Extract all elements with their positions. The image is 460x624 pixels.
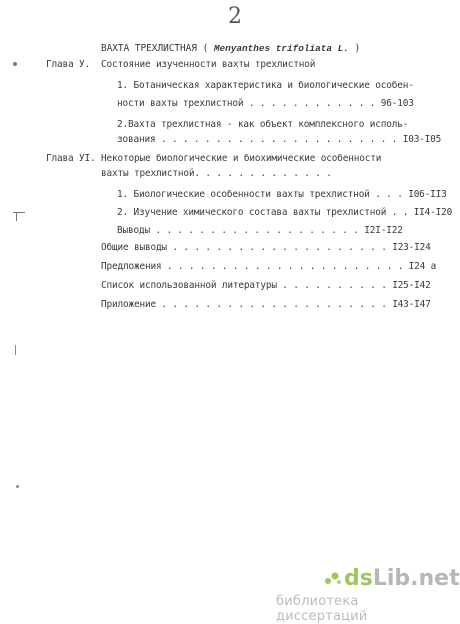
toc-entry: Общие выводы . . . . . . . . . . . . . . . . . . . . I23-I24 xyxy=(101,242,431,253)
toc-entry: Состояние изученности вахты трехлистной xyxy=(101,59,316,70)
toc-entry: 1. Ботаническая характеристика и биологические особен- xyxy=(117,80,414,91)
watermark-logo: dsLib.net xyxy=(344,566,460,591)
title-plain: ВАХТА ТРЕХЛИСТНАЯ ( xyxy=(101,43,209,54)
title-latin: Menyanthes trifoliata L. xyxy=(213,43,349,54)
document-title xyxy=(101,43,360,54)
toc-entry: 2.Вахта трехлистная - как объект комплексного исполь- xyxy=(117,119,409,130)
watermark-subtitle: библиотека диссертаций xyxy=(276,594,368,624)
toc-entry: 2. Изучение химического состава вахты трехлистной . . II4-I20 xyxy=(117,207,453,218)
chapter-6-label: Глава УI. xyxy=(46,153,96,164)
toc-entry: Список использованной литературы . . . . . . . . . . I25-I42 xyxy=(101,280,431,291)
scan-mark xyxy=(13,212,25,213)
toc-entry: 1. Биологические особенности вахты трехлистной . . . I06-II3 xyxy=(117,189,447,200)
scan-mark xyxy=(15,345,16,355)
title-close: ) xyxy=(354,43,361,54)
toc-entry: Приложение . . . . . . . . . . . . . . . . . . . . . I43-I47 xyxy=(101,299,431,310)
dslib-logo-icon xyxy=(324,571,342,585)
page-number: 2 xyxy=(228,4,242,29)
toc-entry: Некоторые биологические и биохимические особенности xyxy=(101,153,382,164)
toc-entry: Выводы . . . . . . . . . . . . . . . . . . . I2I-I22 xyxy=(117,225,403,236)
toc-entry: ности вахты трехлистной . . . . . . . . . . . . 96-103 xyxy=(117,98,414,109)
toc-entry: вахты трехлистной. . . . . . . . . . . . . xyxy=(101,168,332,179)
toc-entry: Предложения . . . . . . . . . . . . . . . . . . . . . . I24 а xyxy=(101,261,437,272)
chapter-5-label: Глава У. xyxy=(46,59,90,70)
scan-dot xyxy=(13,62,17,66)
scan-dot xyxy=(16,485,19,488)
scan-mark xyxy=(16,213,17,221)
toc-entry: зования . . . . . . . . . . . . . . . . . . . . . . I03-I05 xyxy=(117,134,442,145)
